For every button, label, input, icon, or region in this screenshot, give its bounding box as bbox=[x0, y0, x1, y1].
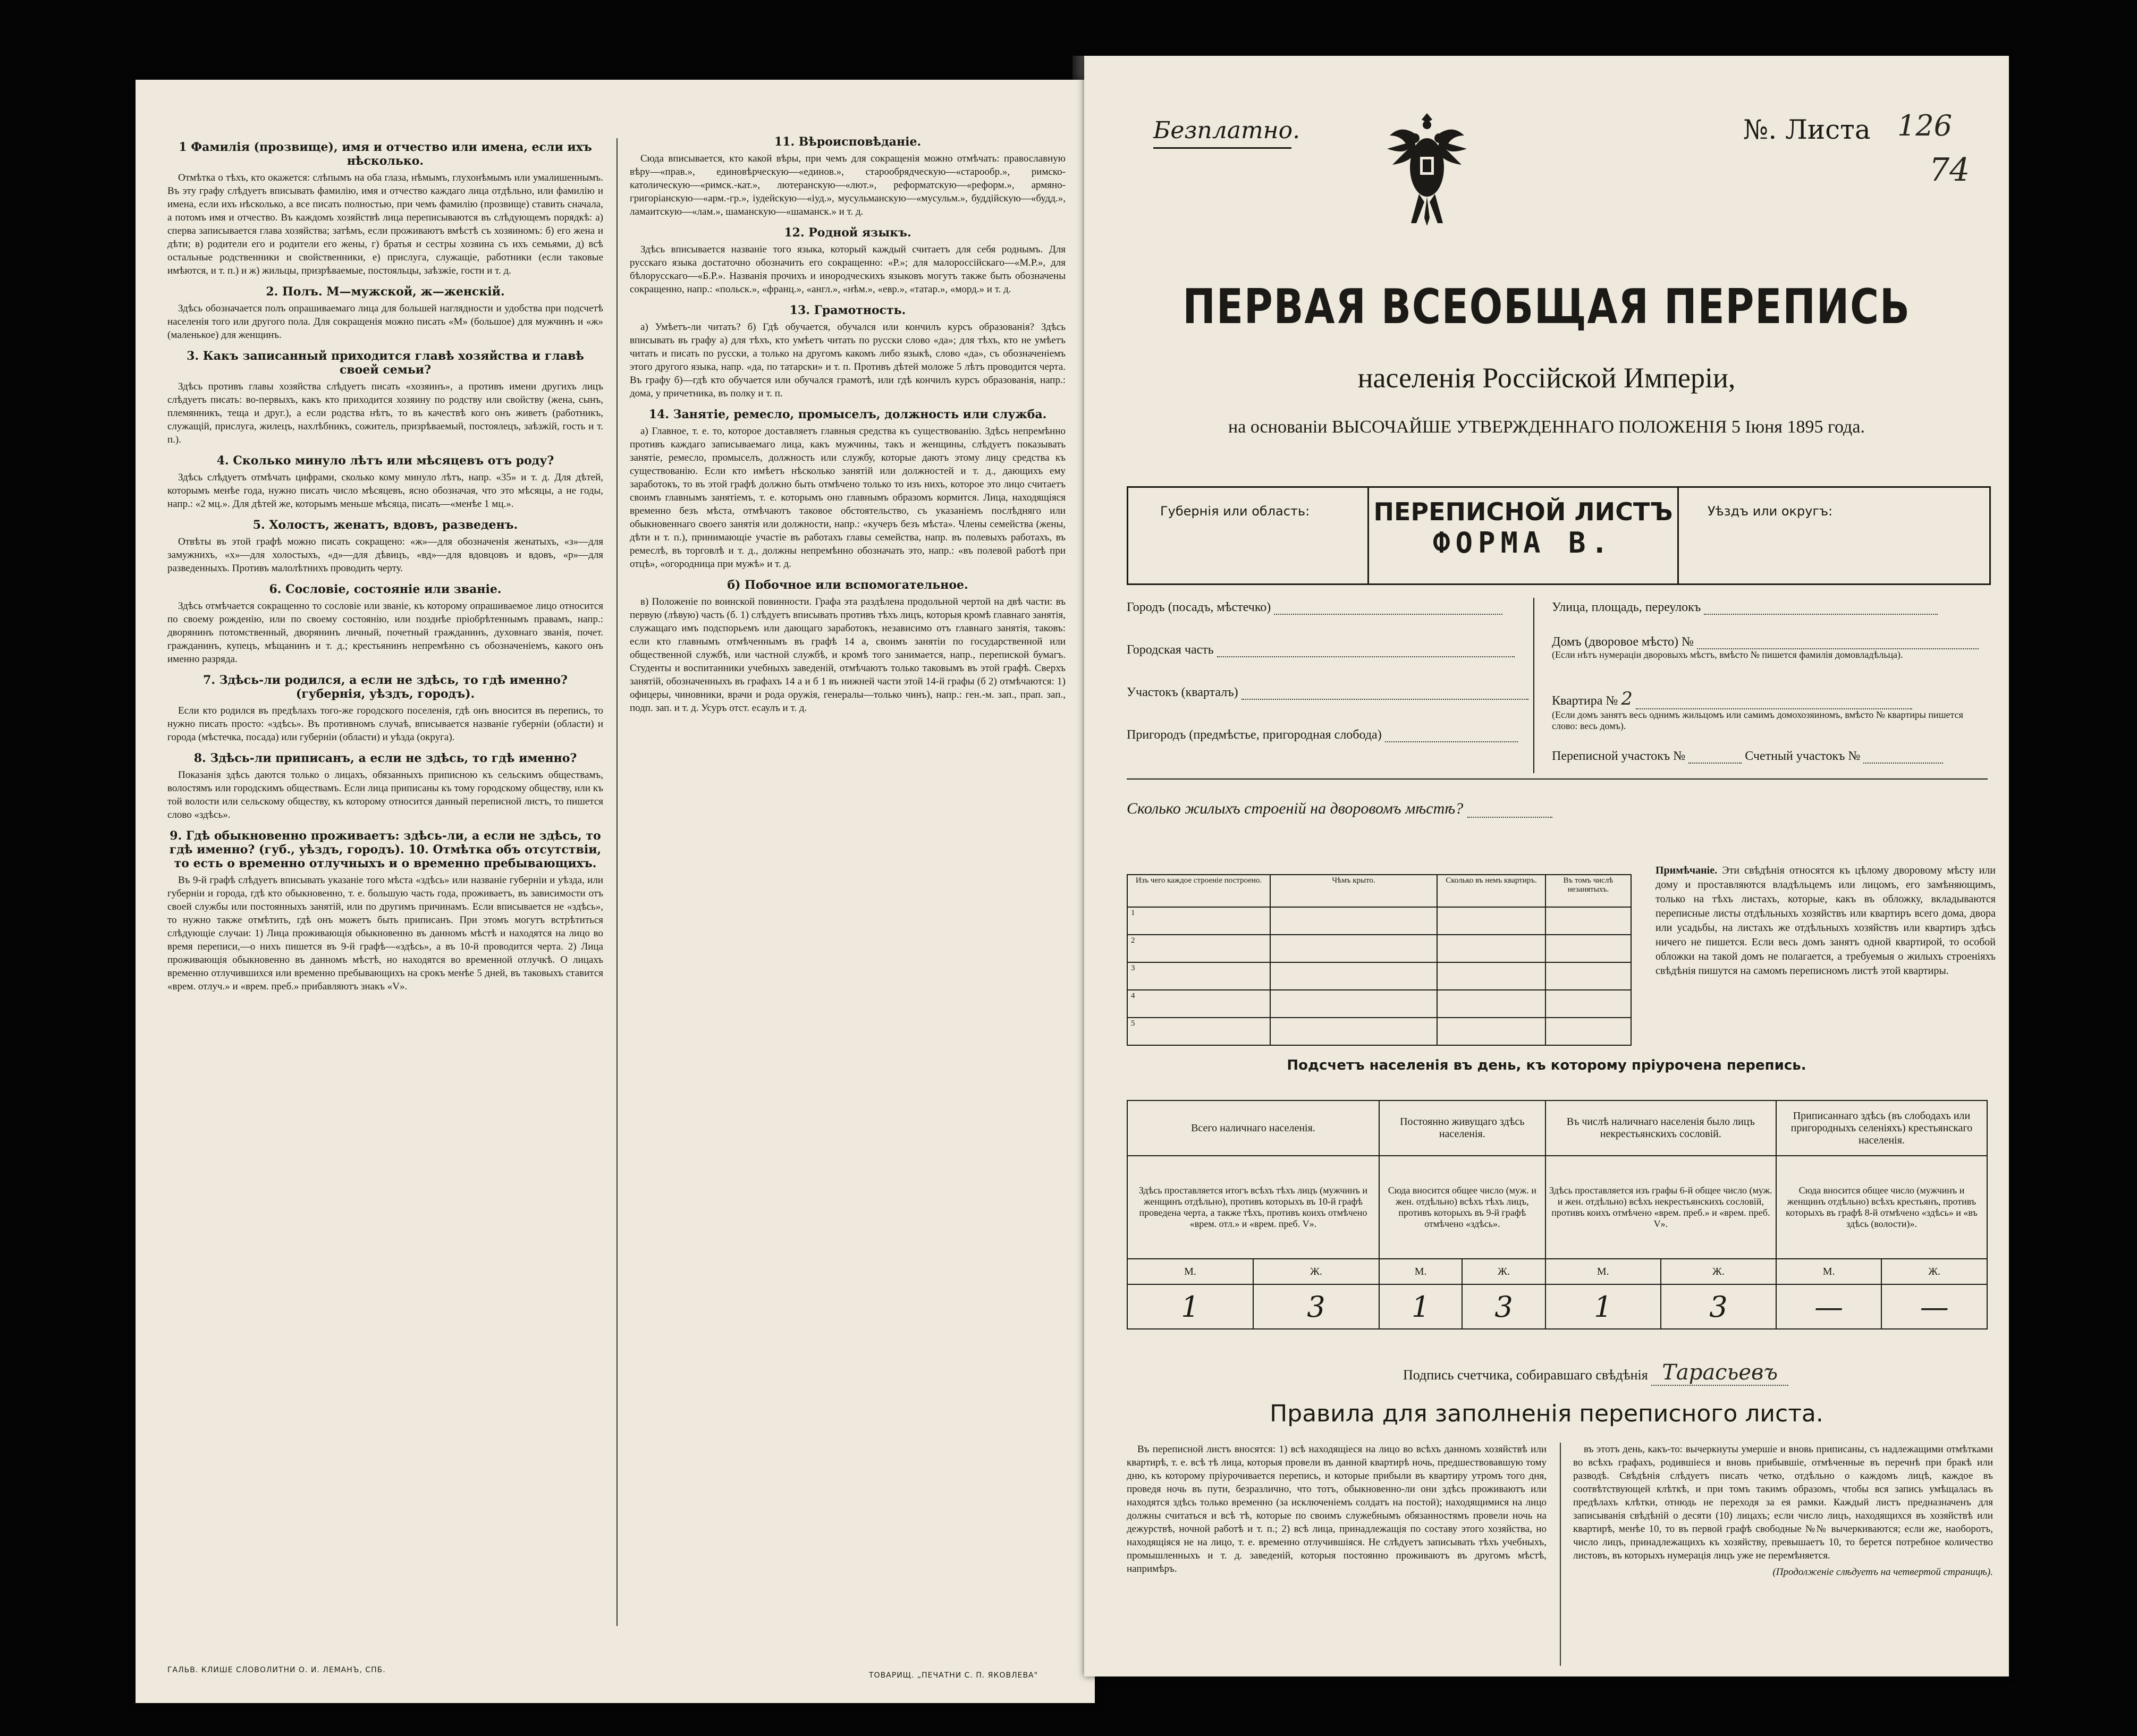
section-title: 9. Гдѣ обыкновенно проживаетъ: здѣсь-ли, а если не здѣсь, то гдѣ именно? (губ., уѣздъ, городъ). 10. Отмѣтка объ отсутствіи, то есть о временно отлучныхъ и о временно пребывающихъ. bbox=[169, 829, 602, 870]
rules-text-2: въ этотъ день, какъ-то: вычеркнуты умершіе и вновь приписаны, съ надлежащими отмѣтками во всѣхъ графахъ, родившіеся и вновь прибывшіе, отмѣченные въ перечнѣ при бракѣ или разводѣ. Свѣдѣнія слѣдуетъ писать четко, отдѣльно о каждомъ лицѣ, каждое въ соотвѣтствующей клѣткѣ, и при томъ такимъ образомъ, чтобы вся запись умѣщалась въ предѣлахъ клѣтки, отнюдь не переходя за ея рамки. Каждый листъ предназначенъ для записыванія свѣдѣній о десяти (10) лицахъ; если число лицъ, находящихся въ хозяйствѣ или квартирѣ, менѣе 10, то въ первой графѣ свободные №№ вычеркиваются; если же, наоборотъ, число лицъ, принадлежащихъ къ хозяйству, превышаетъ 10, то берется потребное количество листовъ, въ которыхъ нумерація лицъ уже не перемѣняется. bbox=[1573, 1444, 1993, 1561]
section-title: 7. Здѣсь-ли родился, а если не здѣсь, то гдѣ именно? (губернія, уѣздъ, городъ). bbox=[203, 673, 568, 701]
female-label: Ж. bbox=[1462, 1259, 1545, 1284]
form-header-box bbox=[1127, 486, 1991, 585]
ulitsa-label: Улица, площадь, переулокъ bbox=[1552, 600, 1701, 614]
sheet-number-handwritten-2: 74 bbox=[1929, 151, 1970, 189]
table-cell[interactable] bbox=[1545, 935, 1631, 962]
population-values-row bbox=[1127, 1284, 1987, 1329]
table-cell[interactable] bbox=[1270, 990, 1437, 1018]
table-cell[interactable] bbox=[1437, 935, 1545, 962]
table-cell[interactable] bbox=[1437, 907, 1545, 935]
female-label: Ж. bbox=[1881, 1259, 1987, 1284]
address-bottom-rule bbox=[1127, 778, 1988, 780]
kvartira-label: Квартира № bbox=[1552, 694, 1618, 708]
section-text: Здѣсь вписывается названіе того языка, который каждый считаетъ для себя роднымъ. Для русскаго языка достаточно обозначить его сокращенно: «Р.»; для малороссійскаго—«М.Р.», для бѣлорусскаго—«Б.Р.». Названія прочихъ и инородческихъ языковъ могутъ также быть обозначены сокращенно, напр.: «польск.», «франц.», «англ.», «нѣм.», «евр.», «татар.», «морд.» и т. д. bbox=[630, 244, 1066, 295]
pop-total-female[interactable]: 3 bbox=[1253, 1284, 1379, 1329]
prigorod-blank[interactable] bbox=[1385, 741, 1518, 742]
pop-crest-female[interactable]: — bbox=[1881, 1284, 1987, 1329]
section-title: 14. Занятіе, ремесло, промыселъ, должность или служба. bbox=[648, 408, 1047, 421]
primechanie-title: Примѣчаніе. bbox=[1655, 865, 1718, 876]
table-cell[interactable] bbox=[1270, 907, 1437, 935]
form-variant: ФОРМА В. bbox=[1432, 526, 1614, 560]
pop-desc-permanent: Сюда вносится общее число (муж. и жен. отдѣльно) всѣхъ тѣхъ лицъ, противъ которыхъ въ 9-й графѣ отмѣчено «здѣсь». bbox=[1379, 1156, 1545, 1259]
pop-header-noncrest: Въ числѣ наличнаго населенія было лицъ некрестьянскихъ сословій. bbox=[1545, 1100, 1776, 1156]
male-label: М. bbox=[1545, 1259, 1661, 1284]
table-cell[interactable] bbox=[1437, 962, 1545, 990]
table-row bbox=[1127, 1018, 1631, 1045]
uchastki-field bbox=[1552, 749, 1943, 764]
dom-note: (Если нѣтъ нумераціи дворовыхъ мѣстъ, вмѣсто № пишется фамилія домовладѣльца). bbox=[1552, 649, 1903, 660]
census-decree-line: на основаніи ВЫСОЧАЙШЕ УТВЕРЖДЕННАГО ПОЛОЖЕНІЯ 5 Іюня 1895 года. bbox=[1228, 417, 1865, 437]
table-cell[interactable] bbox=[1545, 962, 1631, 990]
female-label: Ж. bbox=[1253, 1259, 1379, 1284]
perep-uchastok-blank[interactable] bbox=[1688, 763, 1742, 764]
form-name: ПЕРЕПИСНОЙ ЛИСТЪ bbox=[1373, 497, 1673, 526]
sheet-number-handwritten: 126 bbox=[1897, 109, 1953, 142]
rules-title: Правила для заполненія переписного листа. bbox=[1270, 1400, 1823, 1427]
signature-line bbox=[1403, 1360, 1788, 1385]
row-number: 1 bbox=[1127, 907, 1270, 935]
rules-continued: (Продолженіе слѣдуетъ на четвертой страницѣ). bbox=[1772, 1566, 1993, 1578]
table-row bbox=[1127, 907, 1631, 935]
male-label: М. bbox=[1127, 1259, 1253, 1284]
dom-field bbox=[1552, 635, 1979, 660]
double-headed-eagle-icon bbox=[1382, 109, 1472, 231]
table-cell[interactable] bbox=[1270, 962, 1437, 990]
pop-crest-male[interactable]: — bbox=[1776, 1284, 1881, 1329]
pop-desc-total: Здѣсь проставляется итогъ всѣхъ тѣхъ лицъ (мужчинъ и женщинъ отдѣльно), противъ которыхъ въ 10-й графѣ проведена черта, а также тѣхъ, противъ коихъ отмѣчено «врем. отл.» и «врем. преб. V». bbox=[1127, 1156, 1379, 1259]
ulitsa-field bbox=[1552, 600, 1938, 615]
uchastok-label: Участокъ (кварталъ) bbox=[1127, 685, 1238, 699]
kvartira-note: (Если домъ занятъ весь однимъ жильцомъ или самимъ домохозяиномъ, вмѣсто № квартиры пишется слово: весь домъ). bbox=[1552, 709, 1963, 731]
section-text: Если кто родился въ предѣлахъ того-же городского поселенія, гдѣ онъ вносится въ перепись, то нужно писать просто: «здѣсь». Въ противномъ случаѣ, вписывается названіе губерніи (области) и города (мѣстечка, посада) или губерніи (области) и уѣзда (округа). bbox=[167, 705, 603, 743]
schet-uchastok-label: Счетный участокъ № bbox=[1745, 749, 1861, 763]
population-sex-row bbox=[1127, 1259, 1987, 1284]
section-title: 11. Вѣроисповѣданіе. bbox=[774, 135, 922, 149]
pop-permanent-female[interactable]: 3 bbox=[1462, 1284, 1545, 1329]
section-title: 6. Сословіе, состояніе или званіе. bbox=[269, 582, 502, 596]
pop-desc-noncrest: Здѣсь проставляется изъ графы 6-й общее число (муж. и жен. отдѣльно) всѣхъ некрестьянскихъ сословій, противъ коихъ отмѣчено «врем. преб.» и «врем. преб. V». bbox=[1545, 1156, 1776, 1259]
section-title: 5. Холостъ, женатъ, вдовъ, разведенъ. bbox=[252, 518, 518, 532]
table-cell[interactable] bbox=[1545, 990, 1631, 1018]
census-title: ПЕРВАЯ ВСЕОБЩАЯ ПЕРЕПИСЬ bbox=[1182, 279, 1911, 335]
gorod-field bbox=[1127, 600, 1502, 615]
ulitsa-blank[interactable] bbox=[1704, 614, 1938, 615]
gorod-label: Городъ (посадъ, мѣстечко) bbox=[1127, 600, 1271, 614]
rules-divider bbox=[1560, 1443, 1561, 1666]
section-text: а) Умѣетъ-ли читать? б) Гдѣ обучается, обучался или кончилъ курсъ образованія? Здѣсь вписывать въ графу а) для тѣхъ, кто умѣетъ читать по русски слово «да»; для тѣхъ, кто не умѣетъ читать и писать по русски, а только на другомъ какомъ либо языкѣ, слово «да», съ обозначеніемъ этого другого языка, напр. «да, по татарски» и т. п. Противъ дѣтей моложе 5 лѣтъ проводится черта. Въ графу б)—гдѣ кто обучается или обучался грамотѣ, или гдѣ кончилъ курсъ образованія, напр.: дома, у причетника, въ полку и т. п. bbox=[630, 321, 1066, 399]
section-text: Здѣсь обозначается полъ опрашиваемаго лица для большей наглядности и удобства при подсчетѣ населенія того или другого пола. Для сокращенія можно писать «М» (большое) для мужчинъ и «ж» (маленькое) для женщинъ. bbox=[167, 303, 603, 341]
form-type-cell bbox=[1367, 488, 1679, 583]
pop-header-total: Всего наличнаго населенія. bbox=[1127, 1100, 1379, 1156]
printer-credit-left: ГАЛЬВ. КЛИШЕ СЛОВОЛИТНИ О. И. ЛЕМАНЪ, СПБ. bbox=[167, 1666, 386, 1674]
section-text: Отвѣты въ этой графѣ можно писать сокращено: «ж»—для обозначенія женатыхъ, «з»—для замужнихъ, «х»—для холостыхъ, «д»—для дѣвицъ, «вд»—для вдовцовъ и вдовъ, «р»—для разведенныхъ. Противъ малолѣтнихъ проводить черту. bbox=[167, 536, 603, 574]
gubernia-label: Губернія или область: bbox=[1160, 504, 1310, 519]
male-label: М. bbox=[1379, 1259, 1462, 1284]
kvartira-field bbox=[1552, 688, 1977, 732]
row-number: 4 bbox=[1127, 990, 1270, 1018]
section-text: в) Положеніе по воинской повинности. Графа эта раздѣлена продольной чертой на двѣ части: въ первую (лѣвую) часть (б. 1) слѣдуетъ вписывать противъ тѣхъ лицъ, которыя кромѣ главнаго занятія, служащаго имъ подспорьемъ или дающаго заработокъ, независимо отъ главнаго занятія, таковъ: если кто главнымъ отмѣченнымъ въ графѣ 14 а, своимъ занятіи по государственной или общественной службѣ, или частной службѣ, и кромѣ того занимается, напр., перепиской бумагъ. Студенты и воспитанники учебныхъ заведеній, отмѣчаютъ только таковымъ въ этой графѣ. Сверхъ занятій, обозначенныхъ въ графахъ 14 а и б 1 въ нижней части этой 14-й графы (б 2) отмѣчаются: 1) офицеры, чиновники, врачи и рода оружія, генералы—только чинъ), напр.: ген.-м. зап., прап. зап., подп. зап. и т. д. Усуръ отст. есаулъ и т. д. bbox=[630, 596, 1066, 714]
male-label: М. bbox=[1776, 1259, 1881, 1284]
table-cell[interactable] bbox=[1270, 1018, 1437, 1045]
section-title: 12. Родной языкъ. bbox=[784, 226, 911, 240]
printer-credit-right: ТОВАРИЩ. „ПЕЧАТНИ С. П. ЯКОВЛЕВА" bbox=[869, 1671, 1038, 1680]
pop-noncrest-female[interactable]: 3 bbox=[1661, 1284, 1776, 1329]
table-cell[interactable] bbox=[1545, 1018, 1631, 1045]
section-title: 13. Грамотность. bbox=[789, 303, 906, 317]
uezd-label: Уѣздъ или округъ: bbox=[1708, 504, 1833, 519]
address-divider bbox=[1533, 598, 1534, 773]
bld-header-apartments: Сколько въ немъ квартиръ. bbox=[1437, 875, 1545, 907]
population-table-header bbox=[1127, 1100, 1987, 1156]
gor-chast-blank[interactable] bbox=[1217, 656, 1515, 657]
left-column-2 bbox=[630, 128, 1066, 1631]
right-page bbox=[1084, 56, 2009, 1676]
female-label: Ж. bbox=[1661, 1259, 1776, 1284]
section-title: 3. Какъ записанный приходится главѣ хозяйства и главѣ своей семьи? bbox=[187, 349, 584, 377]
section-text: Здѣсь противъ главы хозяйства слѣдуетъ писать «хозяинъ», а противъ имени другихъ лицъ слѣдуетъ писать: во-первыхъ, какъ кто приходится хозяину по родству или свойству (жена, сынъ, племянникъ, теща и друг.), а если родства нѣтъ, то въ качествѣ кого онъ живетъ (работникъ, служащій, прислуга, жилецъ, нахлѣбникъ, сожитель, призрѣваемый, постоялецъ, заѣзжій, гость и т. п.). bbox=[167, 381, 603, 445]
gorod-blank[interactable] bbox=[1274, 614, 1502, 615]
section-title: б) Побочное или вспомогательное. bbox=[727, 578, 968, 592]
kvartira-value[interactable]: 2 bbox=[1621, 688, 1633, 709]
table-cell[interactable] bbox=[1437, 990, 1545, 1018]
section-text: Здѣсь отмѣчается сокращенно то сословіе или званіе, къ которому опрашиваемое лицо относится по своему рожденію, или по своему состоянію, или позднѣе пріобрѣтеннымъ правамъ, напр.: дворянинъ потомственный, дворянинъ личный, почетный гражданинъ, духовнаго званія, почет. гражданинъ, купецъ, мѣщанинъ и т. д.; крестьянинъ непремѣнно съ обозначеніемъ, какого онъ именно разряда. bbox=[167, 600, 603, 665]
dom-label: Домъ (дворовое мѣсто) № bbox=[1552, 635, 1694, 649]
bld-header-material: Изъ чего каждое строеніе построено. bbox=[1127, 875, 1270, 907]
population-table-desc bbox=[1127, 1156, 1987, 1259]
row-number: 2 bbox=[1127, 935, 1270, 962]
primechanie-text: Эти свѣдѣнія относятся къ цѣлому дворовому мѣсту или дому и проставляются владѣльцемъ или лицомъ, его замѣняющимъ, только на тѣхъ листахъ, которые, какъ въ обложку, вкладываются переписные листы отдѣльныхъ хозяйствъ или квартиръ всего дома, двора или усадьбы, на листахъ же отдѣльныхъ хозяйствъ или квартиръ здѣсь ничего не пишется. Если весь домъ занятъ одной квартирой, то особой обложки на такой домъ не полагается, а требуемыя о жилыхъ строеніяхъ свѣдѣнія пишутся на самомъ переписномъ листѣ этой квартиры. bbox=[1655, 865, 1996, 977]
gor-chast-label: Городская часть bbox=[1127, 643, 1214, 657]
rules-column-1 bbox=[1127, 1443, 1547, 1666]
section-title: 8. Здѣсь-ли приписанъ, а если не здѣсь, то гдѣ именно? bbox=[193, 751, 577, 765]
schet-uchastok-blank[interactable] bbox=[1863, 763, 1943, 764]
uchastok-field bbox=[1127, 685, 1528, 700]
uchastok-blank[interactable] bbox=[1241, 699, 1528, 700]
section-text: Сюда вписывается, кто какой вѣры, при чемъ для сокращенія можно отмѣчать: православную вѣру—«прав.», единовѣрческую—«единов.», старообрядческую—«старообр.», римско-католическую—«римск.-кат.», лютеранскую—«лют.», реформатскую—«реформ.», армяно-григоріанскую—«арм.-гр.», іудейскую—«іуд.», мусульманскую—«мусульм.», буддійскую—«будд.», ламаитскую—«лам.», шаманскую—«шаманск.» и т. д. bbox=[630, 153, 1066, 217]
prigorod-field bbox=[1127, 728, 1518, 742]
section-title: 2. Полъ. М—мужской, ж—женскій. bbox=[266, 285, 505, 299]
left-page bbox=[136, 80, 1095, 1703]
buildings-table bbox=[1127, 874, 1632, 1046]
bld-header-vacant: Въ томъ числѣ незанятыхъ. bbox=[1545, 875, 1631, 907]
column-divider bbox=[616, 138, 618, 1626]
rules-column-2 bbox=[1573, 1443, 1993, 1666]
section-text: Здѣсь слѣдуетъ отмѣчать цифрами, сколько кому минуло лѣтъ, напр. «35» и т. д. Для дѣтей, которымъ менѣе года, нужно писать число мѣсяцевъ, ясно обозначая, что это мѣсяцы, а не годы, напр.: «2 мц.». Для дѣтей же, которымъ меньше мѣсяца, писать—«менѣе 1 мц.». bbox=[167, 472, 603, 510]
section-text: а) Главное, т. е. то, которое доставляетъ главныя средства къ существованію. Здѣсь непремѣнно противъ каждаго записываемаго лица, какъ мужчины, такъ и женщины, слѣдуетъ показывать занятіе, ремесло, промыселъ, должность или службу, которые даютъ этому лицу средства къ существованію. Если кто имѣетъ нѣсколько занятій или должностей и т. д., дающихъ ему заработокъ, то въ этой графѣ должно быть отмѣчено только то изъ нихъ, которое это лицо считаетъ своимъ главнымъ занятіемъ, т. е. которымъ оно главнымъ образомъ кормится. Лица, находящіяся временно безъ мѣста, отмѣчаютъ таковое обстоятельство, съ указаніемъ послѣдняго или обыкновеннаго своего занятія или должности, напр.: «кучеръ безъ мѣста». Члены семейства (жены, дѣти и т. п.), принимающіе участіе въ работахъ главы семейства, напр. въ полевыхъ работахъ, въ ремеслѣ, въ торговлѣ и т. д., должны непремѣнно обозначать это, напр.: «въ полевой работѣ при отцѣ», «огородница при мужѣ» и т. д. bbox=[630, 426, 1066, 570]
pop-noncrest-male[interactable]: 1 bbox=[1545, 1284, 1661, 1329]
prigorod-label: Пригородъ (предмѣстье, пригородная слобода) bbox=[1127, 728, 1382, 742]
section-text: Отмѣтка о тѣхъ, кто окажется: слѣпымъ на оба глаза, нѣмымъ, глухонѣмымъ или умалишеннымъ. Въ эту графу слѣдуетъ вписывать фамилію, имя и отчество каждаго лица отдѣльно, или фамилію и имена, если ихъ нѣсколько, а все писать полностью, при чемъ фамилію (прозвище) ставить сначала, а потомъ имя и отчество. Въ каждомъ хозяйствѣ лица переписываются въ слѣдующемъ порядкѣ: а) сперва записывается глава хозяйства; затѣмъ, если проживаютъ вмѣстѣ съ хозяиномъ: б) его жена и дѣти; в) родители его и родители его жены, г) братья и сестры хозяина съ ихъ семьями, д) всѣ остальные родственники и свойственники, е) прислуга, служащіе, работники (если таковые имѣются, и т. п.) и ж) жильцы, призрѣваемые, постояльцы, заѣзжіе, гости и т. д. bbox=[167, 172, 603, 276]
section-text: Въ 9-й графѣ слѣдуетъ вписывать указаніе того мѣста «здѣсь» или названіе губерніи и уѣзда, или губерніи и города, гдѣ кто обыкновенно, т. е. большую часть года, проживаетъ, въ зависимости отъ своей службы или постоянныхъ занятій, или по другимъ причинамъ. Если вписывается не «здѣсь», то нужно также отмѣтить, гдѣ онъ можетъ быть приписанъ. При этомъ могутъ встрѣтиться слѣдующіе случаи: 1) Лица проживающія обыкновенно въ данномъ мѣстѣ и находятся на лицо во время переписи,—о нихъ пишется въ 9-й графѣ—«здѣсь», а въ 10-й проводится черта. 2) Лица проживающія обыкновенно въ данномъ мѣстѣ, но находятся во временной отлучкѣ. О лицахъ временно отлучившихся или временно пребывающихъ на срокъ менѣе 5 дней, въ таковыхъ ставится «врем. отлуч.» и «врем. преб.» прибавляютъ знакъ «V». bbox=[167, 875, 603, 992]
row-number: 3 bbox=[1127, 962, 1270, 990]
signature-value[interactable]: Тарасьевъ bbox=[1651, 1360, 1788, 1386]
table-row bbox=[1127, 962, 1631, 990]
primechanie-note bbox=[1655, 863, 1996, 978]
census-subtitle: населенія Россійской Имперіи, bbox=[1357, 362, 1736, 394]
buildings-table-header bbox=[1127, 875, 1631, 907]
pop-header-permanent: Постоянно живущаго здѣсь населенія. bbox=[1379, 1100, 1545, 1156]
signature-label: Подпись счетчика, собиравшаго свѣдѣнія bbox=[1403, 1367, 1648, 1383]
section-title: 4. Сколько минуло лѣтъ или мѣсяцевъ отъ роду? bbox=[216, 454, 554, 468]
left-column-1 bbox=[167, 133, 603, 1631]
pop-total-male[interactable]: 1 bbox=[1127, 1284, 1253, 1329]
table-cell[interactable] bbox=[1545, 907, 1631, 935]
podschet-title: Подсчетъ населенія въ день, къ которому пріурочена перепись. bbox=[1287, 1057, 1806, 1073]
table-row bbox=[1127, 935, 1631, 962]
perep-uchastok-label: Переписной участокъ № bbox=[1552, 749, 1686, 763]
sheet-number-label: №. Листа bbox=[1743, 114, 1871, 145]
pop-header-crest: Приписаннаго здѣсь (въ слободахъ или пригородныхъ селеніяхъ) крестьянскаго населенія. bbox=[1776, 1100, 1987, 1156]
section-text: Показанія здѣсь даются только о лицахъ, обязанныхъ приписною къ сельскимъ обществамъ, волостямъ или городскимъ обществамъ. Если лица приписаны къ тому городскому обществу, или къ той волости или сельскому обществу, къ которому относится данный переписной листъ, то пишется слово «здѣсь». bbox=[167, 769, 603, 820]
stroeniya-question bbox=[1127, 800, 1552, 818]
gor-chast-field bbox=[1127, 643, 1515, 657]
pop-permanent-male[interactable]: 1 bbox=[1379, 1284, 1462, 1329]
stroeniya-blank[interactable] bbox=[1467, 817, 1552, 818]
section-title: 1 Фамилія (прозвище), имя и отчество или имена, если ихъ нѣсколько. bbox=[179, 140, 592, 168]
population-table bbox=[1127, 1100, 1988, 1329]
bld-header-roof: Чѣмъ крыто. bbox=[1270, 875, 1437, 907]
table-cell[interactable] bbox=[1437, 1018, 1545, 1045]
row-number: 5 bbox=[1127, 1018, 1270, 1045]
free-underline bbox=[1153, 147, 1291, 149]
rules-text-1: Въ переписной листъ вносятся: 1) всѣ находящіеся на лицо во всѣхъ данномъ хозяйствѣ или квартирѣ, т. е. всѣ тѣ лица, которыя провели въ данной квартирѣ ночь, предшествовавшую тому дню, къ которому пріурочивается перепись, и которые прибыли въ квартиру утромъ того дня, проведя ночь въ пути, безразлично, что тотъ, обыкновенно-ли они здѣсь проживаютъ или находятся здѣсь только временно (за исключеніемъ солдатъ на постой); находящимися на лицо должны считаться и всѣ тѣ, которые по своимъ служебнымъ обязанностямъ провели ночь на дежурствѣ, ночной работѣ и т. п.; 2) всѣ лица, принадлежащія по составу этого хозяйства, но находящіяся не на лицо, т. е. временно отлучившіяся. Не слѣдуетъ записывать тѣхъ учебныхъ, промышленныхъ и т. д. заведеній, которыя постоянно проживаютъ въ другомъ мѣстѣ, напримѣръ. bbox=[1127, 1444, 1547, 1574]
pop-desc-crest: Сюда вносится общее число (мужчинъ и женщинъ отдѣльно) всѣхъ крестьянъ, противъ которыхъ въ графѣ 8-й отмѣчено «здѣсь» и «въ здѣсь (волости)». bbox=[1776, 1156, 1987, 1259]
free-label: Безплатно. bbox=[1153, 117, 1300, 144]
table-cell[interactable] bbox=[1270, 935, 1437, 962]
stroeniya-label: Сколько жилыхъ строеній на дворовомъ мѣстѣ? bbox=[1127, 800, 1464, 817]
table-row bbox=[1127, 990, 1631, 1018]
